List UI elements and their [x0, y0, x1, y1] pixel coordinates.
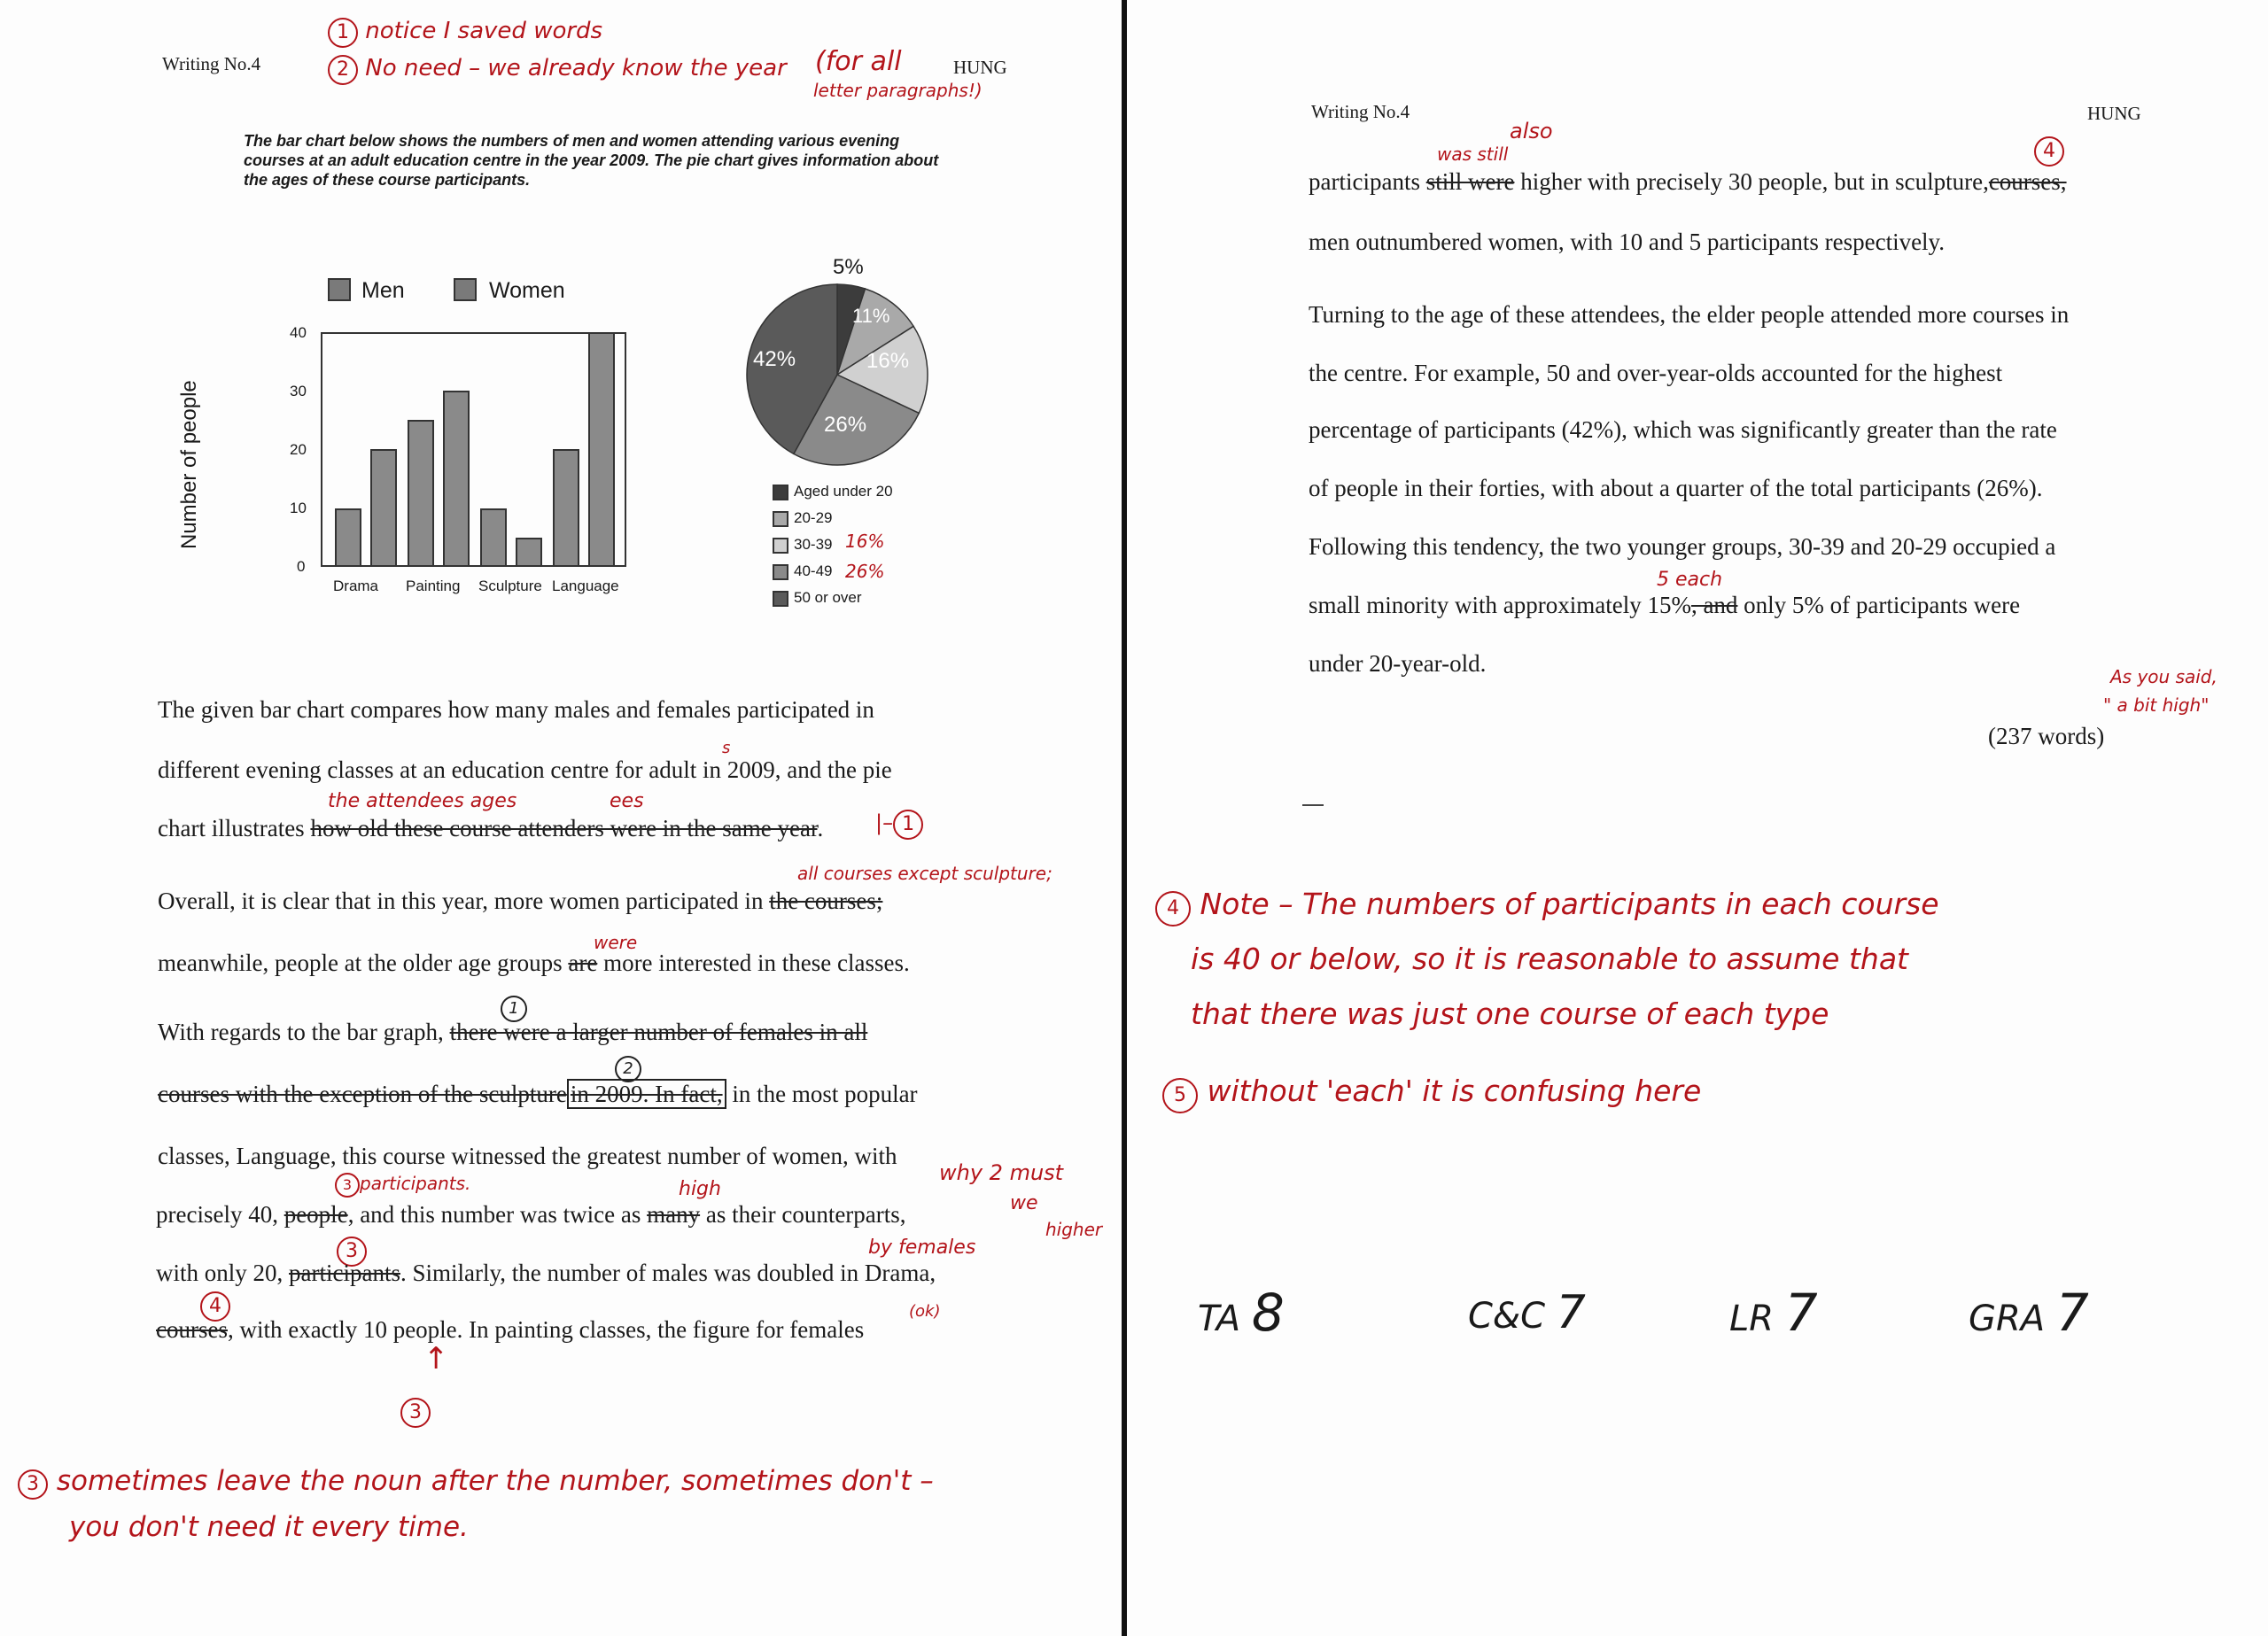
legend-men-swatch — [328, 278, 351, 301]
annotation-circle-4: 4 — [200, 1291, 230, 1322]
essay-line: under 20-year-old. — [1309, 650, 1487, 677]
annotation-s-caret: s — [722, 739, 731, 757]
bar-women-drama — [370, 449, 397, 567]
struck-text: courses, — [1988, 168, 2067, 195]
y-tick-label: 10 — [290, 500, 307, 516]
teacher-note-4-line: 4 Note – The numbers of participants in each course — [1155, 877, 1939, 932]
pie-legend-label: Aged under 20 — [794, 483, 893, 500]
pie-legend-note-16: 16% — [845, 531, 885, 552]
pie-legend-swatch — [773, 538, 788, 554]
top-note-2-aside: (for all — [815, 46, 902, 77]
essay-line: different evening classes at an education centre for adult in 2009, and the pie — [158, 756, 892, 783]
pie-legend-label: 40-49 — [794, 562, 833, 579]
essay-line: The given bar chart compares how many males and females participated in — [158, 696, 874, 723]
short-rule — [1302, 804, 1324, 806]
x-tick-label: Sculpture — [478, 578, 542, 594]
annotation-we: we — [1010, 1192, 1038, 1214]
text-span: as their counterparts, — [700, 1201, 906, 1228]
essay-line — [1309, 168, 2067, 196]
top-note-2: 2 No need – we already know the year — [328, 55, 787, 85]
bottom-note-1: 3 sometimes leave the noun after the number, sometimes don't – — [18, 1465, 934, 1500]
annotation-each: 5 each — [1657, 569, 1723, 591]
pie-label-11: 11% — [852, 305, 890, 327]
essay-line — [156, 1260, 936, 1287]
score-lr: LR 7 — [1729, 1283, 1818, 1343]
annotation-as-you-said: As you said, — [2110, 666, 2218, 687]
annotation-also: also — [1510, 119, 1553, 143]
y-tick-label: 40 — [290, 324, 307, 341]
text-span: . — [817, 815, 824, 841]
struck-text: courses — [156, 1316, 228, 1343]
essay-line: Following this tendency, the two younger groups, 30-39 and 20-29 occupied a — [1309, 533, 2056, 560]
essay-line — [158, 815, 823, 842]
annotation-were: were — [594, 932, 638, 953]
pie-legend-label: 50 or over — [794, 589, 862, 606]
struck-text: , and — [1690, 592, 1738, 618]
bar-men-sculpture — [480, 508, 507, 567]
essay-line — [156, 1201, 906, 1229]
pie-label-42: 42% — [753, 347, 796, 371]
right-header-title: Writing No.4 — [1311, 101, 1410, 122]
annotation-ok: (ok) — [909, 1302, 941, 1321]
text-span: , and this number was twice as — [347, 1201, 648, 1228]
annotation-circle-4: 4 — [2034, 136, 2064, 167]
text-span: in the most popular — [726, 1081, 918, 1107]
bottom-note-2: you don't need it every time. — [69, 1511, 469, 1543]
left-header-title: Writing No.4 — [162, 53, 261, 74]
annotation-arrow: ↑ — [423, 1341, 449, 1376]
annotation-circle-3c: 3 — [400, 1398, 431, 1428]
legend-men-label: Men — [361, 278, 405, 303]
annotation-circle-1: |– 1 — [875, 810, 923, 840]
text-span: participants — [1309, 168, 1426, 195]
annotation-why-2: why 2 must — [939, 1160, 1064, 1185]
bar-men-painting — [408, 420, 434, 567]
annotation-high: high — [679, 1178, 721, 1200]
plot-frame — [321, 332, 626, 567]
annotation-a-bit-high: " a bit high" — [2103, 694, 2210, 716]
struck-text: are — [568, 950, 598, 976]
struck-text: there were a larger number of females in all — [449, 1019, 868, 1045]
text-span: . Similarly, the number of males was doubled in Drama, — [400, 1260, 936, 1286]
bar-women-painting — [443, 391, 470, 567]
annotation-higher: higher — [1045, 1219, 1103, 1240]
score-cc: C&C 7 — [1468, 1286, 1586, 1339]
pie-chart — [744, 282, 930, 468]
essay-line — [156, 1316, 864, 1344]
text-span: small minority with approximately 15% — [1309, 592, 1691, 618]
pie-legend — [773, 483, 950, 616]
essay-line: of people in their forties, with about a quarter of the total participants (26%). — [1309, 475, 2043, 501]
teacher-note-4-line: is 40 or below, so it is reasonable to assume that — [1191, 942, 1908, 976]
annotation-circle-2: 2 — [615, 1056, 641, 1082]
x-tick-label: Painting — [406, 578, 461, 594]
score-ta: TA 8 — [1198, 1283, 1285, 1343]
struck-text: still were — [1425, 168, 1515, 195]
pie-legend-label: 20-29 — [794, 509, 833, 526]
legend-women-label: Women — [489, 278, 565, 303]
struck-text: in 2009. In fact, — [567, 1079, 726, 1109]
bar-men-drama — [335, 508, 361, 567]
text-span: With regards to the bar graph, — [158, 1019, 450, 1045]
teacher-note-4 — [1155, 877, 1939, 1042]
legend-women-swatch — [454, 278, 477, 301]
essay-line — [158, 1081, 918, 1108]
annotation-attendees-ages: the attendees ages — [328, 790, 517, 812]
annotation-by-females: by females — [868, 1237, 976, 1259]
teacher-note-4-line: that there was just one course of each type — [1191, 996, 1829, 1031]
essay-line — [1309, 592, 2020, 619]
task-prompt-line: the ages of these course participants. — [244, 171, 531, 189]
text-span: , with exactly 10 people. In painting classes, the figure for females — [227, 1316, 865, 1343]
y-axis-label: Number of people — [177, 380, 201, 549]
essay-line — [158, 1019, 867, 1046]
text-span: more interested in these classes. — [597, 950, 910, 976]
y-tick-label: 30 — [290, 383, 307, 399]
task-prompt — [244, 131, 938, 190]
pie-legend-swatch — [773, 511, 788, 527]
pie-label-16: 16% — [866, 349, 910, 373]
essay-line: men outnumbered women, with 10 and 5 participants respectively. — [1309, 229, 1946, 255]
task-prompt-line: courses at an adult education centre in the year 2009. The pie chart gives information about — [244, 151, 939, 169]
left-header-author: HUNG — [953, 57, 1007, 78]
y-tick-label: 0 — [297, 558, 306, 575]
pie-legend-note-26: 26% — [845, 561, 885, 582]
essay-line — [158, 950, 910, 977]
essay-line: Turning to the age of these attendees, the elder people attended more courses in — [1309, 301, 2070, 328]
x-tick-label: Drama — [333, 578, 379, 594]
essay-line: percentage of participants (42%), which was significantly greater than the rate — [1309, 416, 2057, 443]
essay-line — [158, 888, 882, 915]
bar-women-language — [588, 332, 615, 567]
struck-text: participants — [289, 1260, 400, 1286]
text-span: Overall, it is clear that in this year, more women participated in — [158, 888, 770, 914]
annotation-ees: ees — [610, 790, 644, 812]
pie-svg — [744, 282, 930, 468]
top-note-2-aside-2: letter paragraphs!) — [813, 80, 983, 101]
struck-text: people — [284, 1201, 348, 1228]
struck-text: how old these course attenders were in the same year — [310, 815, 818, 841]
pie-label-26: 26% — [824, 413, 867, 437]
struck-text: the courses; — [769, 888, 883, 914]
task-prompt-line: The bar chart below shows the numbers of men and women attending various evening — [244, 132, 900, 150]
essay-line: the centre. For example, 50 and over-year-olds accounted for the highest — [1309, 360, 2003, 386]
annotation-was-still: was still — [1437, 143, 1509, 165]
x-tick-label: Language — [552, 578, 619, 594]
bar-women-sculpture — [516, 538, 542, 567]
struck-text: courses with the exception of the sculpture — [158, 1081, 567, 1107]
pie-legend-swatch — [773, 591, 788, 607]
y-tick-label: 20 — [290, 441, 307, 458]
text-span: meanwhile, people at the older age groups — [158, 950, 569, 976]
pie-legend-swatch — [773, 485, 788, 500]
text-span: with only 20, — [156, 1260, 290, 1286]
text-span: only 5% of participants were — [1737, 592, 2021, 618]
essay-line: classes, Language, this course witnessed the greatest number of women, with — [158, 1143, 897, 1169]
text-span: precisely 40, — [156, 1201, 284, 1228]
annotation-circle-3b: 3 — [337, 1237, 367, 1267]
score-gra: GRA 7 — [1969, 1283, 2089, 1343]
pie-legend-swatch — [773, 564, 788, 580]
pie-label-5: 5% — [833, 255, 864, 279]
pie-legend-label: 30-39 — [794, 536, 833, 553]
annotation-all-courses: all courses except sculpture; — [797, 863, 1052, 884]
top-note-1: 1 notice I saved words — [328, 18, 602, 48]
teacher-note-5: 5 without 'each' it is confusing here — [1162, 1074, 1701, 1113]
right-page — [1127, 0, 2268, 1636]
text-span: chart illustrates — [158, 815, 311, 841]
struck-text: many — [647, 1201, 701, 1228]
bar-men-language — [553, 449, 579, 567]
word-count: (237 words) — [1988, 723, 2105, 749]
annotation-circle-1b: 1 — [501, 996, 527, 1022]
right-header-author: HUNG — [2087, 103, 2141, 124]
left-page — [0, 0, 1122, 1636]
text-span: higher with precisely 30 people, but in sculpture, — [1514, 168, 1989, 195]
annotation-participants: 3 participants. — [335, 1173, 470, 1198]
